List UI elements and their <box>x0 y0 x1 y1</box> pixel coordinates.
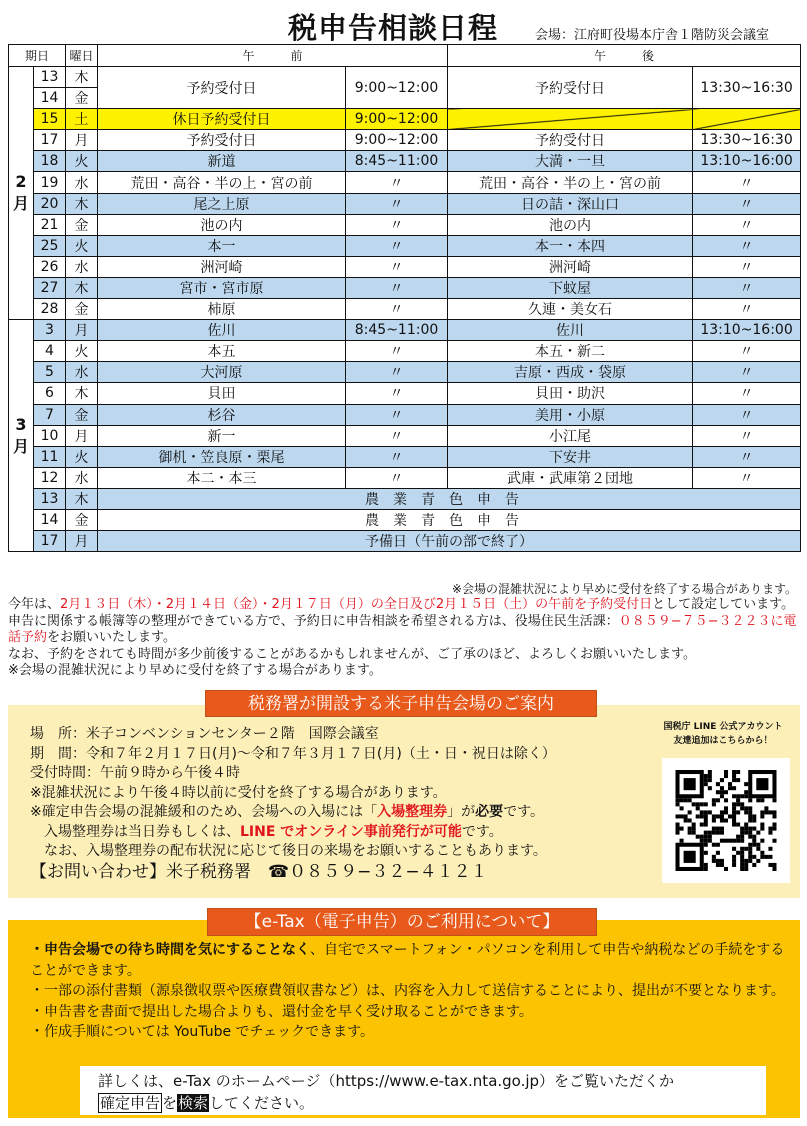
line-issue: LINE でオンライン事前発行が可能 <box>240 823 462 840</box>
am-place-cell: 洲河崎 <box>98 256 346 277</box>
day-cell: 7 <box>34 404 66 425</box>
day-cell: 10 <box>34 425 66 446</box>
am-time-cell: 〃 <box>346 193 448 214</box>
pm-time-cell: 13:30~16:30 <box>693 67 801 109</box>
bullet-bold: ・申告会場での待ち時間を気にすることなく <box>30 942 310 958</box>
weekday-cell: 金 <box>66 299 98 320</box>
weekday-cell: 水 <box>66 362 98 383</box>
pm-place-cell: 予約受付日 <box>448 67 693 109</box>
am-place-cell: 本二・本三 <box>98 467 346 488</box>
note <box>30 803 556 823</box>
am-time-cell: 〃 <box>346 404 448 425</box>
pm-time-cell: 〃 <box>693 299 801 320</box>
weekday-cell: 月 <box>66 130 98 151</box>
pm-time-diagonal-cell <box>693 109 801 130</box>
day-cell: 5 <box>34 362 66 383</box>
weekday-cell: 水 <box>66 467 98 488</box>
pm-place-cell: 予約受付日 <box>448 130 693 151</box>
am-time-cell: 〃 <box>346 467 448 488</box>
am-place-cell: 尾之上原 <box>98 193 346 214</box>
am-time-cell: 〃 <box>346 446 448 467</box>
phone-number: ☎０８５９−３２−４１２１ <box>268 861 488 882</box>
notice-paragraph <box>8 597 803 647</box>
weekday-cell: 木 <box>66 193 98 214</box>
full-day-cell: 農業青色申告 <box>98 509 801 530</box>
pm-time-cell: 〃 <box>693 172 801 193</box>
day-cell: 18 <box>34 151 66 172</box>
table-row <box>9 277 801 298</box>
pm-time-cell: 〃 <box>693 341 801 362</box>
required: 必要 <box>475 804 504 820</box>
pm-place-cell: 下安井 <box>448 446 693 467</box>
am-place-cell: 杉谷 <box>98 404 346 425</box>
am-time-cell: 〃 <box>346 425 448 446</box>
note <box>30 823 556 843</box>
weekday-cell: 火 <box>66 235 98 256</box>
weekday-cell: 木 <box>66 383 98 404</box>
yonago-info <box>30 725 556 882</box>
header-weekday: 曜日 <box>66 45 98 67</box>
pm-time-cell: 〃 <box>693 404 801 425</box>
table-row <box>9 446 801 467</box>
table-row <box>9 299 801 320</box>
am-place-cell: 本五 <box>98 341 346 362</box>
search-button-label: 検索 <box>178 1094 209 1112</box>
hours: 受付時間：午前９時から午後４時 <box>30 765 240 781</box>
table-header <box>9 45 801 67</box>
day-cell: 28 <box>34 299 66 320</box>
full-day-cell: 農業青色申告 <box>98 488 801 509</box>
am-place-cell: 大河原 <box>98 362 346 383</box>
table-row <box>9 383 801 404</box>
notice-line: なお、予約をされても時間が多少前後することがあるかもしれませんが、ご了承のほど、よろしくお願いいたします。 <box>8 646 696 662</box>
day-cell: 11 <box>34 446 66 467</box>
pm-place-cell: 本一・本四 <box>448 235 693 256</box>
pm-time-cell: 〃 <box>693 383 801 404</box>
text: をお願いいたします。 <box>47 630 176 645</box>
pm-place-cell: 佐川 <box>448 320 693 341</box>
day-cell: 13 <box>34 488 66 509</box>
table-row <box>9 67 801 88</box>
weekday-cell: 金 <box>66 509 98 530</box>
table-row <box>9 488 801 509</box>
notice-line: ※会場の混雑状況により早めに受付を終了する場合があります。 <box>8 663 382 678</box>
bullet: ・作成手順については YouTube でチェックできます。 <box>30 1024 375 1040</box>
am-place-cell: 荒田・高谷・半の上・宮の前 <box>98 172 346 193</box>
text: です。 <box>503 804 545 820</box>
bullet: ・一部の添付書類（源泉徴収票や医療費領収書など）は、内容を入力して送信することにより、提出が不要となります。 <box>30 983 785 999</box>
table-row <box>9 404 801 425</box>
weekday-cell: 火 <box>66 151 98 172</box>
etax-bullets <box>30 940 790 1043</box>
weekday-cell: 金 <box>66 88 98 109</box>
text: です。 <box>461 823 503 840</box>
am-place-cell: 休日予約受付日 <box>98 109 346 130</box>
am-place-cell: 池の内 <box>98 214 346 235</box>
period: 期 間：令和７年２月１７日(月)～令和７年３月１７日(月)（土・日・祝日は除く） <box>30 745 556 762</box>
line-qr-code[interactable] <box>662 758 790 883</box>
weekday-cell: 金 <box>66 404 98 425</box>
weekday-cell: 水 <box>66 172 98 193</box>
am-place-cell: 佐川 <box>98 320 346 341</box>
day-cell: 4 <box>34 341 66 362</box>
note: なお、入場整理券の配布状況に応じて後日の来場をお願いすることもあります。 <box>30 843 547 859</box>
text: として設定しています。申告に関係する帳簿等の整理ができている方で、予約日に申告相談を希望される方は、役場住民生活課： <box>8 597 795 629</box>
highlight-text: 2月１３日（木）・2月１４日（金）・2月１７日（月）の全日及び2月１５日（土）の午前を予約受付日 <box>60 597 653 612</box>
bullet-text: 、自宅でスマートフォン・パソコンを利用して申告や納税などの手続をすることができます。 <box>30 942 785 979</box>
am-time-cell: 8:45~11:00 <box>346 151 448 172</box>
etax-banner: 【e-Tax（電子申告）のご利用について】 <box>207 908 597 936</box>
text: してください。 <box>209 1094 315 1112</box>
weekday-cell: 木 <box>66 488 98 509</box>
text: を <box>162 1094 178 1112</box>
am-place-cell: 予約受付日 <box>98 67 346 109</box>
weekday-cell: 月 <box>66 531 98 552</box>
pm-place-cell: 洲河崎 <box>448 256 693 277</box>
text: 入場整理券は当日券もしくは、 <box>30 823 240 840</box>
pm-time-cell: 〃 <box>693 256 801 277</box>
day-cell: 14 <box>34 88 66 109</box>
pm-place-cell: 小江尾 <box>448 425 693 446</box>
pm-time-cell: 〃 <box>693 235 801 256</box>
ticket-label: 入場整理券 <box>377 804 448 820</box>
header-date: 期日 <box>9 45 66 67</box>
full-day-cell: 予備日（午前の部で終了） <box>98 531 801 552</box>
day-cell: 13 <box>34 67 66 88</box>
pm-place-cell: 日の詰・深山口 <box>448 193 693 214</box>
table-note: ※会場の混雑状況により早めに受付を終了する場合があります。 <box>451 582 797 596</box>
month-label: 3 月 <box>9 320 34 552</box>
weekday-cell: 土 <box>66 109 98 130</box>
weekday-cell: 火 <box>66 341 98 362</box>
text: 今年は、 <box>8 597 61 612</box>
pm-time-cell: 13:30~16:30 <box>693 130 801 151</box>
table-row <box>9 509 801 530</box>
table-row <box>9 467 801 488</box>
bullet: ・申告書を書面で提出した場合よりも、還付金を早く受け取ることができます。 <box>30 1003 533 1020</box>
day-cell: 26 <box>34 256 66 277</box>
table-row <box>9 362 801 383</box>
am-time-cell: 9:00~12:00 <box>346 109 448 130</box>
pm-time-cell: 〃 <box>693 446 801 467</box>
table-row <box>9 235 801 256</box>
am-time-cell: 〃 <box>346 299 448 320</box>
am-place-cell: 柿原 <box>98 299 346 320</box>
am-time-cell: 9:00~12:00 <box>346 130 448 151</box>
am-time-cell: 9:00~12:00 <box>346 67 448 109</box>
table-row <box>9 109 801 130</box>
am-time-cell: 〃 <box>346 214 448 235</box>
pm-place-cell: 本五・新二 <box>448 341 693 362</box>
pm-place-cell: 下蚊屋 <box>448 277 693 298</box>
day-cell: 6 <box>34 383 66 404</box>
contact-label: 【お問い合わせ】米子税務署 <box>30 861 268 882</box>
table-row <box>9 320 801 341</box>
day-cell: 17 <box>34 130 66 151</box>
pm-place-cell: 久連・美女石 <box>448 299 693 320</box>
pm-place-cell: 美用・小原 <box>448 404 693 425</box>
pm-place-cell: 荒田・高谷・半の上・宮の前 <box>448 172 693 193</box>
day-cell: 15 <box>34 109 66 130</box>
table-row <box>9 151 801 172</box>
qr-label <box>648 720 798 748</box>
page-title: 税申告相談日程 <box>288 11 499 45</box>
pm-place-cell: 貝田・助沢 <box>448 383 693 404</box>
pm-place-cell: 吉原・西成・袋原 <box>448 362 693 383</box>
weekday-cell: 月 <box>66 320 98 341</box>
qr-label-1: 国税庁 LINE 公式アカウント <box>663 722 783 732</box>
table-row <box>9 256 801 277</box>
pm-place-cell: 池の内 <box>448 214 693 235</box>
am-place-cell: 貝田 <box>98 383 346 404</box>
weekday-cell: 木 <box>66 277 98 298</box>
am-time-cell: 〃 <box>346 235 448 256</box>
highlight-text: ０８５９−７５−３２２３に電話予約 <box>8 613 797 645</box>
weekday-cell: 月 <box>66 425 98 446</box>
am-time-cell: 〃 <box>346 172 448 193</box>
text: 」が <box>447 804 476 820</box>
yonago-banner: 税務署が開設する米子申告会場のご案内 <box>205 690 597 717</box>
detail-line: 詳しくは、e-Tax のホームページ（https://www.e-tax.nta.go.jp）をご覧いただくか <box>98 1072 675 1090</box>
am-place-cell: 予約受付日 <box>98 130 346 151</box>
table-row <box>9 425 801 446</box>
pm-place-cell: 大満・一旦 <box>448 151 693 172</box>
day-cell: 3 <box>34 320 66 341</box>
am-place-cell: 新道 <box>98 151 346 172</box>
schedule-table <box>8 44 801 552</box>
day-cell: 27 <box>34 277 66 298</box>
day-cell: 25 <box>34 235 66 256</box>
am-time-cell: 〃 <box>346 256 448 277</box>
etax-detail-box <box>80 1066 766 1115</box>
text: ※確定申告会場の混雑緩和のため、会場への入場には「 <box>30 804 378 820</box>
weekday-cell: 木 <box>66 67 98 88</box>
table-row <box>9 130 801 151</box>
day-cell: 19 <box>34 172 66 193</box>
bullet <box>30 940 790 981</box>
am-time-cell: 〃 <box>346 362 448 383</box>
weekday-cell: 火 <box>66 446 98 467</box>
day-cell: 17 <box>34 531 66 552</box>
search-keyword: 確定申告 <box>100 1094 161 1112</box>
weekday-cell: 水 <box>66 256 98 277</box>
pm-time-cell: 13:10~16:00 <box>693 320 801 341</box>
am-place-cell: 御机・笠良原・栗尾 <box>98 446 346 467</box>
header-am: 午 前 <box>98 45 448 67</box>
pm-time-cell: 〃 <box>693 193 801 214</box>
am-place-cell: 新一 <box>98 425 346 446</box>
header-pm: 午 後 <box>448 45 801 67</box>
day-cell: 20 <box>34 193 66 214</box>
table-row <box>9 341 801 362</box>
am-place-cell: 本一 <box>98 235 346 256</box>
pm-time-cell: 13:10~16:00 <box>693 151 801 172</box>
pm-time-cell: 〃 <box>693 214 801 235</box>
place: 場 所：米子コンベンションセンター２階 国際会議室 <box>30 726 379 742</box>
note: ※混雑状況により午後４時以前に受付を終了する場合があります。 <box>30 784 447 801</box>
day-cell: 21 <box>34 214 66 235</box>
table-row <box>9 214 801 235</box>
contact <box>30 863 556 883</box>
table-row <box>9 193 801 214</box>
pm-diagonal-cell <box>448 109 693 130</box>
am-time-cell: 〃 <box>346 341 448 362</box>
pm-time-cell: 〃 <box>693 425 801 446</box>
venue: 会場：江府町役場本庁舎１階防災会議室 <box>535 28 770 43</box>
am-time-cell: 〃 <box>346 277 448 298</box>
table-row <box>9 531 801 552</box>
am-time-cell: 〃 <box>346 383 448 404</box>
pm-time-cell: 〃 <box>693 277 801 298</box>
reservation-notice <box>8 597 803 680</box>
day-cell: 14 <box>34 509 66 530</box>
qr-label-2: 友達追加はこちらから！ <box>673 736 773 746</box>
qr-code-icon <box>674 770 778 871</box>
month-label: 2 月 <box>9 67 34 320</box>
pm-place-cell: 武庫・武庫第２団地 <box>448 467 693 488</box>
pm-time-cell: 〃 <box>693 467 801 488</box>
am-place-cell: 宮市・宮市原 <box>98 277 346 298</box>
am-time-cell: 8:45~11:00 <box>346 320 448 341</box>
day-cell: 12 <box>34 467 66 488</box>
pm-time-cell: 〃 <box>693 362 801 383</box>
weekday-cell: 金 <box>66 214 98 235</box>
table-row <box>9 172 801 193</box>
